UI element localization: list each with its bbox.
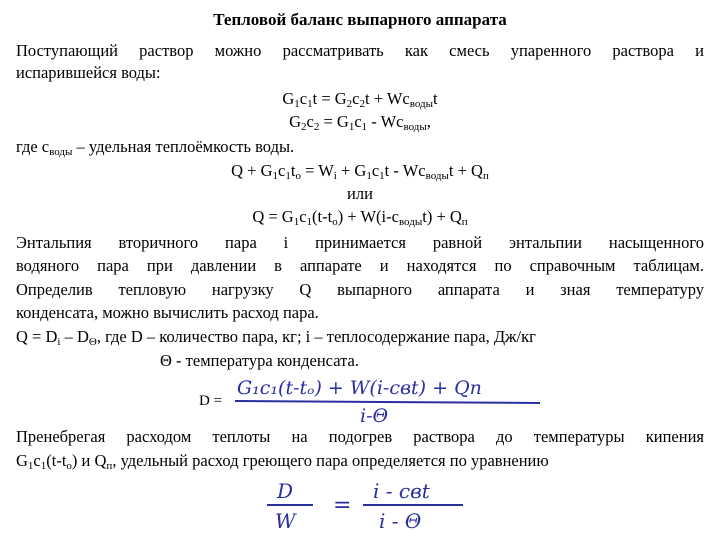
theta-definition: Θ - температура конденсата.: [160, 351, 359, 370]
handwritten-formula-specific-steam: [255, 474, 475, 536]
equation-heat-load: $Q = G_1c_1(t-t_o) + W(i-c_{воды}t) + Q_п$: [252, 207, 468, 228]
formula-denominator: i-Θ: [360, 405, 389, 427]
formula2-rhs-denominator: i - Θ: [379, 509, 422, 533]
equation-heat-balance: $Q + G_1c_1t_o = W_i + G_1c_1t - Wc_{воды}t + Q_п$: [231, 161, 489, 182]
or-word: или: [347, 184, 373, 203]
paragraph-steam-line-1: Определив тепловую нагрузку Q выпарного аппарата и зная температуру: [16, 280, 704, 299]
handwritten-formula-steam: [195, 370, 555, 428]
formula2-lhs-numerator: D: [277, 479, 294, 503]
paragraph-intro-line-1: Поступающий раствор можно рассматривать как смесь упаренного раствора и: [16, 41, 704, 60]
formula2-equals: =: [333, 493, 352, 518]
where-definition: где $с_{воды}$ – удельная теплоёмкость воды.: [16, 137, 295, 158]
steam-flow-definition: $Q = D_i - D_\Theta$, где D – количество пара, кг; i – теплосодержание пара, Дж/кг: [16, 327, 536, 348]
paragraph-neglect-line-1: Пренебрегая расходом теплоты на подогрев раствора до температуры кипения: [16, 427, 704, 446]
fraction-bar: [235, 401, 540, 403]
paragraph-intro-line-2: испарившейся воды:: [16, 63, 161, 82]
equation-mass-balance: $G_1c_1t = G_2c_2t + Wc_{воды}t$: [282, 89, 438, 110]
formula2-lhs-denominator: W: [275, 509, 296, 533]
equation-heat-capacity: $G_2c_2 = G_1c_1 - Wc_{воды}$,: [289, 112, 431, 133]
paragraph-steam-line-2: конденсата, можно вычислить расход пара.: [16, 303, 319, 322]
page-title: Тепловой баланс выпарного аппарата: [213, 10, 507, 29]
formula-numerator: G₁c₁(t-tₒ) + W(i-cвt) + Qп: [237, 377, 482, 399]
paragraph-enthalpy-line-1: Энтальпия вторичного пара i принимается равной энтальпии насыщенного: [16, 233, 704, 252]
paragraph-enthalpy-line-2: водяного пара при давлении в аппарате и находятся по справочным таблицам.: [16, 256, 704, 275]
formula2-rhs-numerator: i - cвt: [373, 479, 430, 503]
formula-lhs: D =: [199, 393, 223, 409]
paragraph-neglect-line-2: $G_1c_1(t-t_o)$ и $Q_п$, удельный расход греющего пара определяется по уравнению: [16, 451, 549, 472]
